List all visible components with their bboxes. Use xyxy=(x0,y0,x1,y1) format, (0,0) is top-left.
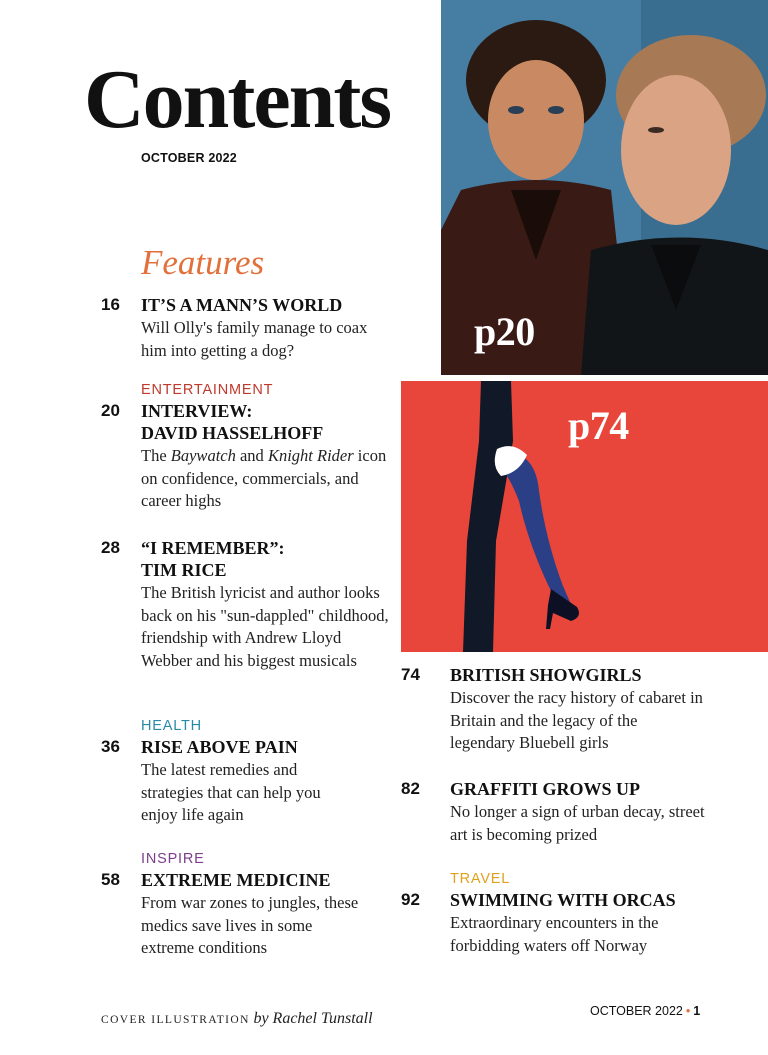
entry-description: Will Olly's family manage to coax him into getting a dog? xyxy=(141,318,368,360)
entry-headline: SWIMMING WITH ORCAS xyxy=(450,890,676,910)
credit-artist: by Rachel Tunstall xyxy=(253,1010,373,1027)
toc-entry-82[interactable] xyxy=(401,778,706,846)
page-number: 16 xyxy=(101,295,120,314)
category-label: INSPIRE xyxy=(141,851,205,867)
entry-headline: EXTREME MEDICINE xyxy=(141,870,331,890)
cover-credit xyxy=(101,1010,373,1028)
toc-entry-92[interactable] xyxy=(401,869,706,957)
section-heading-features: Features xyxy=(141,243,265,282)
toc-entry-58[interactable] xyxy=(101,849,361,960)
entry-headline: RISE ABOVE PAIN xyxy=(141,737,298,757)
category-label: TRAVEL xyxy=(450,871,511,887)
folio-date: OCTOBER 2022 xyxy=(590,1004,683,1018)
page-number: 20 xyxy=(101,401,120,420)
entry-headline: IT’S A MANN’S WORLD xyxy=(141,295,343,315)
entry-headline-line2: TIM RICE xyxy=(141,560,227,580)
page-number: 92 xyxy=(401,890,420,909)
entry-description: Discover the racy history of cabaret in Britain and the legacy of the legendary Bluebell girls xyxy=(450,688,703,752)
page-number: 82 xyxy=(401,779,420,798)
page-ref-label-p20: p20 xyxy=(474,309,535,354)
entry-headline-line1: INTERVIEW: xyxy=(141,401,253,421)
entry-description: The latest remedies and strategies that can help you enjoy life again xyxy=(141,760,321,824)
entry-headline: GRAFFITI GROWS UP xyxy=(450,779,641,799)
entry-description: From war zones to jungles, these medics save lives in some extreme conditions xyxy=(141,893,359,957)
page-number: 36 xyxy=(101,737,120,756)
entry-headline-line1: “I REMEMBER”: xyxy=(141,538,285,558)
category-label: HEALTH xyxy=(141,718,202,734)
page-title: Contents xyxy=(84,53,391,146)
toc-entry-28[interactable] xyxy=(101,537,391,672)
toc-entry-74[interactable] xyxy=(401,664,706,755)
toc-entry-16[interactable] xyxy=(101,294,391,362)
issue-date: OCTOBER 2022 xyxy=(141,151,237,165)
entry-headline: BRITISH SHOWGIRLS xyxy=(450,665,642,685)
folio-separator: • xyxy=(685,1004,691,1018)
toc-entry-36[interactable] xyxy=(101,716,341,827)
entry-description: Extraordinary encounters in the forbidding waters off Norway xyxy=(450,913,659,955)
category-label: ENTERTAINMENT xyxy=(141,382,274,398)
page-folio xyxy=(590,1004,700,1018)
folio-page-number: 1 xyxy=(693,1004,701,1018)
toc-entry-20[interactable] xyxy=(101,380,391,513)
entry-headline-line2: DAVID HASSELHOFF xyxy=(141,423,324,443)
show-title: Knight Rider xyxy=(267,446,354,465)
entry-description: No longer a sign of urban decay, street art is becoming prized xyxy=(450,802,705,844)
show-title: Baywatch xyxy=(170,446,236,465)
page-number: 58 xyxy=(101,870,120,889)
entry-description: The Baywatch and Knight Rider icon on confidence, commercials, and career highs xyxy=(141,446,387,510)
entry-description: The British lyricist and author looks back on his "sun-dappled" childhood, friendship with Andrew Lloyd Webber and his biggest musicals xyxy=(141,583,389,670)
page-ref-label-p74: p74 xyxy=(568,403,629,448)
page-number: 28 xyxy=(101,538,120,557)
credit-label: COVER ILLUSTRATION xyxy=(101,1014,250,1026)
page-number: 74 xyxy=(401,665,420,684)
